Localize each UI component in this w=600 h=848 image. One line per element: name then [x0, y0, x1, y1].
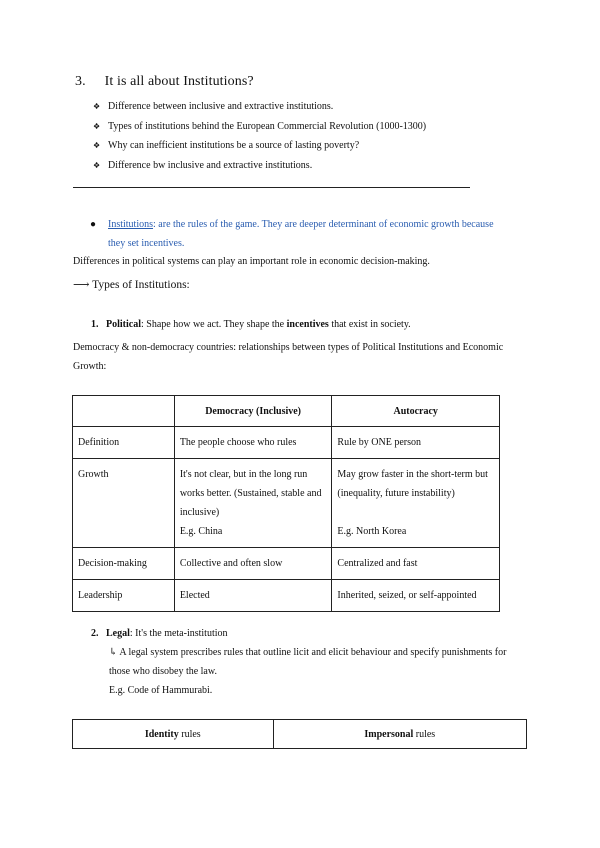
legal-example: E.g. Code of Hammurabi. [109, 685, 213, 696]
diamond-bullet-icon: ❖ [93, 102, 101, 111]
autocracy-header: Autocracy [332, 396, 500, 427]
table-row: Leadership Elected Inherited, seized, or self-appointed [73, 580, 500, 612]
bullet-list [93, 99, 426, 177]
table-header-row [73, 720, 527, 749]
diamond-bullet-icon: ❖ [93, 160, 101, 170]
table-row: Growth It's not clear, but in the long run works better. (Sustained, stable and inclusive) E.g. China May grow faster in the short-term but (inequality, future instability) E.g. North Korea [73, 459, 500, 548]
political-item: 1. Political: Shape how we act. They shape the incentives that exist in society. [91, 319, 411, 330]
legal-rules-table [72, 719, 527, 749]
list-item: ❖ Why can inefficient institutions be a source of lasting poverty? [93, 138, 426, 158]
list-item: ❖ Difference bw inclusive and extractive institutions. [93, 158, 426, 178]
democracy-header: Democracy (Inclusive) [174, 396, 332, 427]
political-institutions-table [72, 395, 500, 612]
political-label: Political [106, 319, 141, 330]
legal-item: 2. Legal: It's the meta-institution ↳ A legal system prescribes rules that outline licit and elicit behaviour and specify punishments for those who disobey the law. E.g. Code of Hammurabi. [91, 624, 511, 700]
legal-label: Legal [106, 628, 130, 639]
diamond-bullet-icon: ❖ [93, 141, 101, 150]
types-heading: ⟶ Types of Institutions: [73, 279, 190, 291]
diamond-bullet-icon: ❖ [93, 121, 101, 131]
institutions-term: Institutions [108, 219, 154, 230]
table-header-row [73, 396, 500, 427]
section-heading [75, 74, 254, 90]
horizontal-divider [73, 187, 470, 188]
identity-rules-cell: Identity rules [73, 720, 274, 749]
section-number: 3. [75, 74, 86, 89]
bullet-dot-icon: ● [90, 219, 97, 230]
list-item: ❖ Types of institutions behind the European Commercial Revolution (1000-1300) [93, 119, 426, 139]
impersonal-rules-cell: Impersonal rules [273, 720, 526, 749]
legal-description: ↳ A legal system prescribes rules that outline licit and elicit behaviour and specify punishments for those who disobey the law. [109, 647, 507, 677]
table-row: Definition The people choose who rules Rule by ONE person [73, 427, 500, 459]
political-systems-text: Differences in political systems can play an important role in economic decision-making. [73, 256, 430, 267]
institutions-definition: ● Institutions: are the rules of the game. They are deeper determinant of economic growth because they set incentives. [90, 215, 510, 253]
list-item: ❖ Difference between inclusive and extractive institutions. [93, 99, 426, 119]
democracy-text: Democracy & non-democracy countries: relationships between types of Political Institutions and Economic Growth: [73, 342, 504, 372]
section-title: It is all about Institutions? [104, 74, 254, 89]
table-row: Decision-making Collective and often slow Centralized and fast [73, 548, 500, 580]
